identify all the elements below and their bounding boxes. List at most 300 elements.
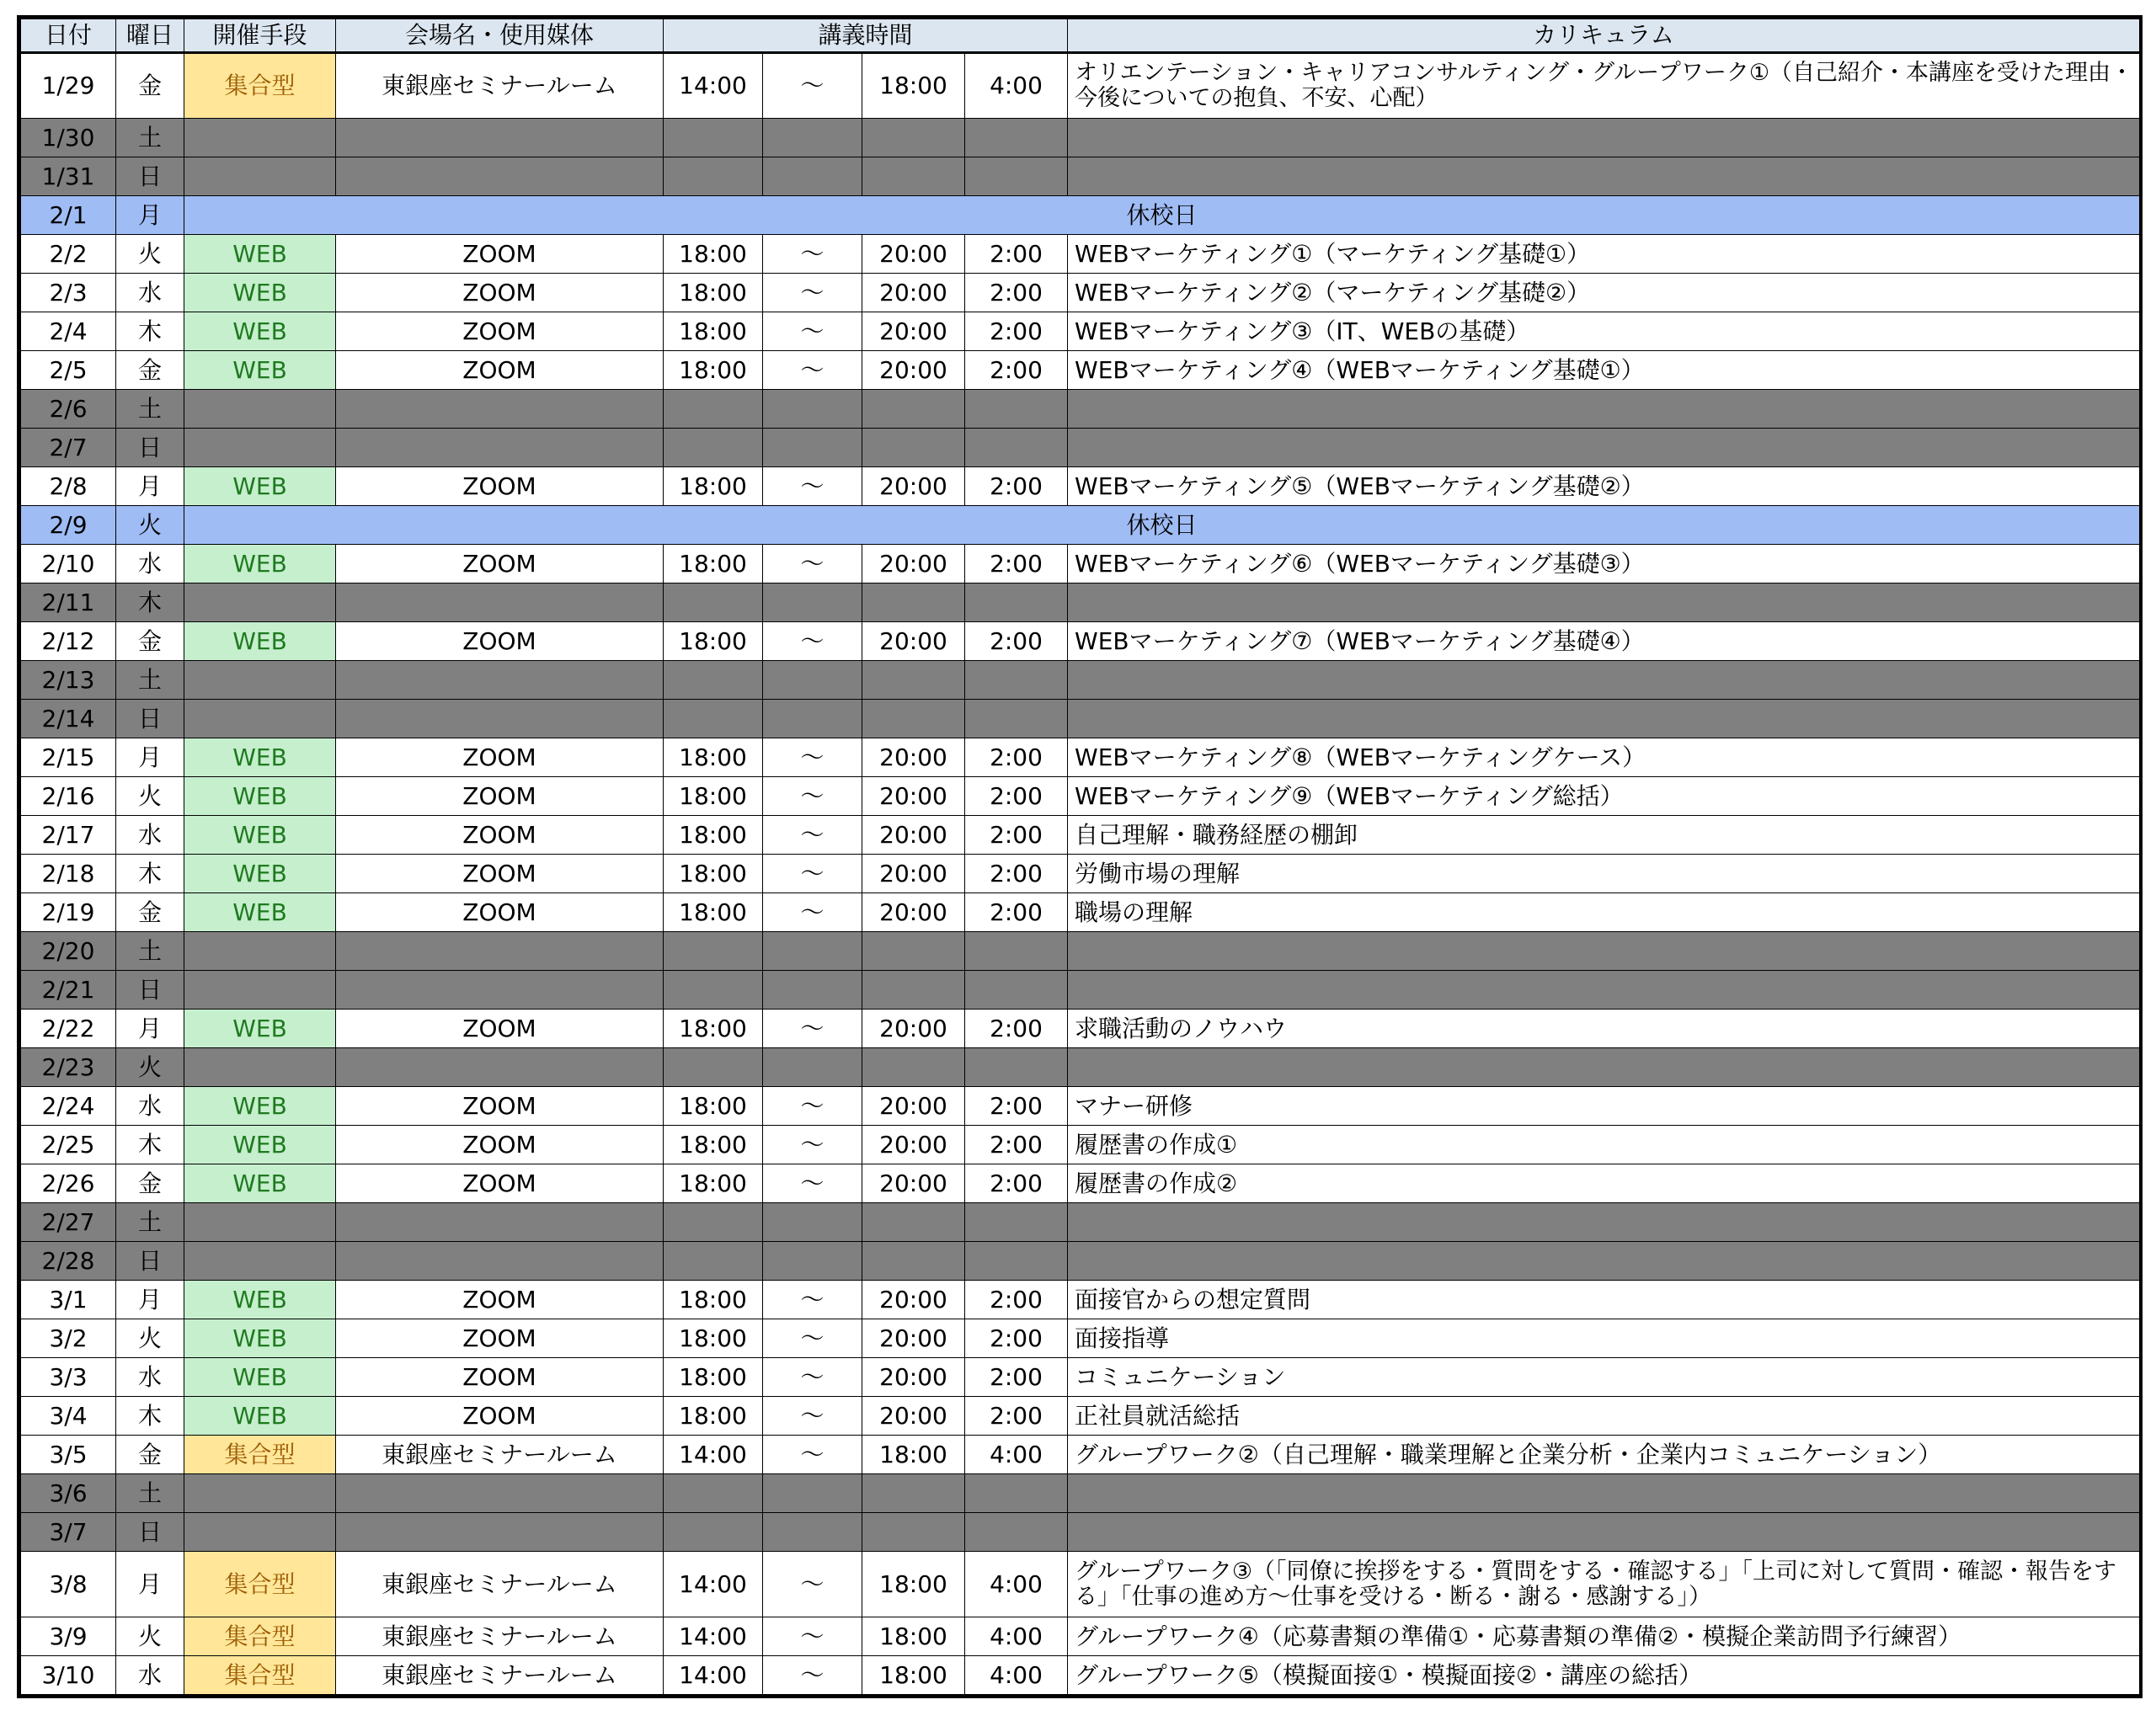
table-row	[21, 274, 2140, 312]
curriculum-cell: WEBマーケティング⑥（WEBマーケティング基礎③）	[1068, 545, 2140, 583]
date-cell: 2/21	[21, 971, 116, 1010]
duration-cell: 2:00	[965, 274, 1068, 312]
date-cell: 2/22	[21, 1010, 116, 1048]
curriculum-cell: 面接指導	[1068, 1319, 2140, 1358]
start-time-cell	[664, 1242, 763, 1281]
time-separator-cell: ～	[763, 1397, 862, 1436]
venue-cell	[336, 971, 664, 1010]
date-cell: 3/8	[21, 1552, 116, 1617]
table-row	[21, 1513, 2140, 1552]
table-row	[21, 53, 2140, 119]
end-time-cell: 20:00	[862, 274, 965, 312]
start-time-cell: 18:00	[664, 1281, 763, 1319]
venue-cell: ZOOM	[336, 467, 664, 506]
table-row	[21, 700, 2140, 738]
venue-cell: ZOOM	[336, 1358, 664, 1397]
weekday-cell: 水	[116, 274, 184, 312]
start-time-cell: 18:00	[664, 467, 763, 506]
table-row	[21, 1242, 2140, 1281]
holiday-label: 休校日	[184, 506, 2140, 545]
method-cell	[184, 1242, 336, 1281]
end-time-cell	[862, 1513, 965, 1552]
time-separator-cell	[763, 583, 862, 622]
duration-cell: 2:00	[965, 1397, 1068, 1436]
curriculum-cell	[1068, 119, 2140, 157]
time-separator-cell: ～	[763, 622, 862, 661]
weekday-cell: 金	[116, 1164, 184, 1203]
duration-cell	[965, 390, 1068, 429]
venue-cell: 東銀座セミナールーム	[336, 1617, 664, 1656]
method-cell: WEB	[184, 622, 336, 661]
end-time-cell: 20:00	[862, 1281, 965, 1319]
curriculum-cell	[1068, 700, 2140, 738]
weekday-cell: 木	[116, 583, 184, 622]
time-separator-cell	[763, 661, 862, 700]
date-cell: 2/16	[21, 777, 116, 816]
duration-cell: 2:00	[965, 545, 1068, 583]
duration-cell: 4:00	[965, 1436, 1068, 1474]
weekday-cell: 火	[116, 235, 184, 274]
start-time-cell: 18:00	[664, 855, 763, 893]
date-cell: 1/30	[21, 119, 116, 157]
duration-cell: 2:00	[965, 1319, 1068, 1358]
time-separator-cell	[763, 1474, 862, 1513]
venue-cell: ZOOM	[336, 545, 664, 583]
date-cell: 2/10	[21, 545, 116, 583]
start-time-cell: 18:00	[664, 1126, 763, 1164]
start-time-cell: 18:00	[664, 312, 763, 351]
venue-cell: ZOOM	[336, 893, 664, 932]
curriculum-cell	[1068, 157, 2140, 196]
weekday-cell: 土	[116, 119, 184, 157]
venue-cell	[336, 157, 664, 196]
method-cell: WEB	[184, 1164, 336, 1203]
end-time-cell: 20:00	[862, 816, 965, 855]
table-row	[21, 1048, 2140, 1087]
table-row	[21, 390, 2140, 429]
weekday-cell: 火	[116, 1617, 184, 1656]
table-row	[21, 1087, 2140, 1126]
table-row	[21, 893, 2140, 932]
time-separator-cell: ～	[763, 855, 862, 893]
date-cell: 2/14	[21, 700, 116, 738]
duration-cell: 2:00	[965, 1010, 1068, 1048]
time-separator-cell	[763, 700, 862, 738]
date-cell: 2/25	[21, 1126, 116, 1164]
method-cell: WEB	[184, 855, 336, 893]
method-cell: WEB	[184, 1010, 336, 1048]
method-cell: WEB	[184, 235, 336, 274]
end-time-cell	[862, 157, 965, 196]
table-row	[21, 971, 2140, 1010]
end-time-cell	[862, 1242, 965, 1281]
curriculum-cell: グループワーク④（応募書類の準備①・応募書類の準備②・模擬企業訪問予行練習）	[1068, 1617, 2140, 1656]
duration-cell: 2:00	[965, 1358, 1068, 1397]
duration-cell: 2:00	[965, 1087, 1068, 1126]
time-separator-cell: ～	[763, 816, 862, 855]
duration-cell	[965, 119, 1068, 157]
duration-cell	[965, 1048, 1068, 1087]
end-time-cell	[862, 932, 965, 971]
method-cell: WEB	[184, 274, 336, 312]
curriculum-cell: 履歴書の作成①	[1068, 1126, 2140, 1164]
table-row	[21, 816, 2140, 855]
start-time-cell	[664, 119, 763, 157]
time-separator-cell: ～	[763, 1358, 862, 1397]
end-time-cell	[862, 1203, 965, 1242]
curriculum-cell: WEBマーケティング⑦（WEBマーケティング基礎④）	[1068, 622, 2140, 661]
method-cell: WEB	[184, 545, 336, 583]
time-separator-cell: ～	[763, 893, 862, 932]
duration-cell: 4:00	[965, 53, 1068, 119]
method-cell	[184, 700, 336, 738]
method-cell: WEB	[184, 816, 336, 855]
schedule-body	[21, 53, 2140, 1695]
method-cell: WEB	[184, 467, 336, 506]
method-cell: 集合型	[184, 1436, 336, 1474]
duration-cell	[965, 583, 1068, 622]
table-row	[21, 506, 2140, 545]
time-separator-cell: ～	[763, 1164, 862, 1203]
start-time-cell	[664, 932, 763, 971]
table-row	[21, 119, 2140, 157]
method-cell	[184, 1474, 336, 1513]
duration-cell: 2:00	[965, 1281, 1068, 1319]
weekday-cell: 土	[116, 932, 184, 971]
time-separator-cell	[763, 119, 862, 157]
time-separator-cell: ～	[763, 467, 862, 506]
start-time-cell: 18:00	[664, 1358, 763, 1397]
method-cell: 集合型	[184, 53, 336, 119]
venue-cell	[336, 661, 664, 700]
venue-cell: ZOOM	[336, 855, 664, 893]
weekday-cell: 月	[116, 1552, 184, 1617]
curriculum-cell	[1068, 1203, 2140, 1242]
time-separator-cell: ～	[763, 1617, 862, 1656]
start-time-cell	[664, 1513, 763, 1552]
end-time-cell	[862, 390, 965, 429]
weekday-cell: 月	[116, 196, 184, 235]
header-curriculum: カリキュラム	[1068, 19, 2140, 53]
method-cell: WEB	[184, 1281, 336, 1319]
curriculum-cell	[1068, 661, 2140, 700]
end-time-cell	[862, 971, 965, 1010]
method-cell	[184, 1513, 336, 1552]
curriculum-cell	[1068, 1048, 2140, 1087]
table-row	[21, 1358, 2140, 1397]
end-time-cell: 20:00	[862, 1164, 965, 1203]
curriculum-cell: 正社員就活総括	[1068, 1397, 2140, 1436]
venue-cell: 東銀座セミナールーム	[336, 1656, 664, 1695]
curriculum-cell: WEBマーケティング④（WEBマーケティング基礎①）	[1068, 351, 2140, 390]
venue-cell: ZOOM	[336, 1281, 664, 1319]
venue-cell: ZOOM	[336, 622, 664, 661]
end-time-cell	[862, 119, 965, 157]
venue-cell: ZOOM	[336, 1010, 664, 1048]
end-time-cell: 20:00	[862, 1126, 965, 1164]
method-cell	[184, 157, 336, 196]
date-cell: 2/13	[21, 661, 116, 700]
weekday-cell: 金	[116, 53, 184, 119]
table-row	[21, 1656, 2140, 1695]
weekday-cell: 火	[116, 1319, 184, 1358]
weekday-cell: 月	[116, 1281, 184, 1319]
header-venue: 会場名・使用媒体	[336, 19, 664, 53]
duration-cell: 2:00	[965, 1126, 1068, 1164]
date-cell: 1/31	[21, 157, 116, 196]
start-time-cell	[664, 1474, 763, 1513]
schedule-sheet	[17, 15, 2143, 1698]
start-time-cell	[664, 1203, 763, 1242]
time-separator-cell: ～	[763, 1126, 862, 1164]
duration-cell	[965, 661, 1068, 700]
weekday-cell: 日	[116, 157, 184, 196]
end-time-cell: 20:00	[862, 1319, 965, 1358]
weekday-cell: 木	[116, 312, 184, 351]
venue-cell: 東銀座セミナールーム	[336, 1436, 664, 1474]
end-time-cell: 20:00	[862, 622, 965, 661]
curriculum-cell: コミュニケーション	[1068, 1358, 2140, 1397]
venue-cell: ZOOM	[336, 777, 664, 816]
method-cell: 集合型	[184, 1552, 336, 1617]
table-row	[21, 1436, 2140, 1474]
method-cell: WEB	[184, 1126, 336, 1164]
curriculum-cell: 面接官からの想定質問	[1068, 1281, 2140, 1319]
end-time-cell: 20:00	[862, 855, 965, 893]
date-cell: 2/26	[21, 1164, 116, 1203]
date-cell: 3/2	[21, 1319, 116, 1358]
start-time-cell	[664, 1048, 763, 1087]
method-cell	[184, 119, 336, 157]
curriculum-cell: グループワーク②（自己理解・職業理解と企業分析・企業内コミュニケーション）	[1068, 1436, 2140, 1474]
duration-cell	[965, 429, 1068, 467]
curriculum-cell: WEBマーケティング①（マーケティング基礎①）	[1068, 235, 2140, 274]
method-cell	[184, 661, 336, 700]
start-time-cell	[664, 971, 763, 1010]
weekday-cell: 金	[116, 622, 184, 661]
end-time-cell: 18:00	[862, 1552, 965, 1617]
method-cell: WEB	[184, 738, 336, 777]
weekday-cell: 火	[116, 1048, 184, 1087]
venue-cell: ZOOM	[336, 816, 664, 855]
weekday-cell: 金	[116, 351, 184, 390]
date-cell: 2/11	[21, 583, 116, 622]
date-cell: 2/18	[21, 855, 116, 893]
end-time-cell	[862, 583, 965, 622]
time-separator-cell	[763, 157, 862, 196]
time-separator-cell: ～	[763, 738, 862, 777]
venue-cell: ZOOM	[336, 738, 664, 777]
date-cell: 3/7	[21, 1513, 116, 1552]
weekday-cell: 水	[116, 1087, 184, 1126]
time-separator-cell: ～	[763, 777, 862, 816]
end-time-cell: 20:00	[862, 235, 965, 274]
end-time-cell: 20:00	[862, 1358, 965, 1397]
venue-cell	[336, 390, 664, 429]
duration-cell: 2:00	[965, 1164, 1068, 1203]
date-cell: 2/20	[21, 932, 116, 971]
date-cell: 2/7	[21, 429, 116, 467]
method-cell: WEB	[184, 351, 336, 390]
venue-cell	[336, 1513, 664, 1552]
method-cell	[184, 429, 336, 467]
duration-cell: 2:00	[965, 893, 1068, 932]
curriculum-cell: 労働市場の理解	[1068, 855, 2140, 893]
duration-cell	[965, 1513, 1068, 1552]
venue-cell	[336, 700, 664, 738]
end-time-cell: 18:00	[862, 1436, 965, 1474]
method-cell	[184, 971, 336, 1010]
date-cell: 1/29	[21, 53, 116, 119]
date-cell: 2/1	[21, 196, 116, 235]
weekday-cell: 土	[116, 1474, 184, 1513]
table-row	[21, 932, 2140, 971]
weekday-cell: 水	[116, 816, 184, 855]
method-cell: WEB	[184, 1397, 336, 1436]
date-cell: 2/2	[21, 235, 116, 274]
time-separator-cell	[763, 1048, 862, 1087]
venue-cell	[336, 429, 664, 467]
curriculum-cell: WEBマーケティング③（IT、WEBの基礎）	[1068, 312, 2140, 351]
time-separator-cell	[763, 1513, 862, 1552]
table-row	[21, 1203, 2140, 1242]
weekday-cell: 日	[116, 971, 184, 1010]
end-time-cell: 20:00	[862, 777, 965, 816]
date-cell: 2/15	[21, 738, 116, 777]
table-row	[21, 622, 2140, 661]
weekday-cell: 日	[116, 1513, 184, 1552]
time-separator-cell: ～	[763, 312, 862, 351]
table-row	[21, 738, 2140, 777]
date-cell: 2/19	[21, 893, 116, 932]
start-time-cell: 14:00	[664, 53, 763, 119]
table-row	[21, 1010, 2140, 1048]
curriculum-cell: WEBマーケティング⑨（WEBマーケティング総括）	[1068, 777, 2140, 816]
date-cell: 3/4	[21, 1397, 116, 1436]
curriculum-cell	[1068, 583, 2140, 622]
start-time-cell: 18:00	[664, 622, 763, 661]
time-separator-cell	[763, 932, 862, 971]
weekday-cell: 火	[116, 777, 184, 816]
duration-cell: 2:00	[965, 312, 1068, 351]
weekday-cell: 木	[116, 1126, 184, 1164]
time-separator-cell	[763, 429, 862, 467]
header-dow: 曜日	[116, 19, 184, 53]
curriculum-cell: マナー研修	[1068, 1087, 2140, 1126]
venue-cell	[336, 1048, 664, 1087]
start-time-cell: 18:00	[664, 545, 763, 583]
start-time-cell: 18:00	[664, 893, 763, 932]
time-separator-cell	[763, 971, 862, 1010]
venue-cell	[336, 1474, 664, 1513]
duration-cell: 2:00	[965, 777, 1068, 816]
curriculum-cell	[1068, 1474, 2140, 1513]
end-time-cell	[862, 661, 965, 700]
duration-cell: 2:00	[965, 816, 1068, 855]
duration-cell	[965, 971, 1068, 1010]
table-row	[21, 1617, 2140, 1656]
time-separator-cell: ～	[763, 274, 862, 312]
end-time-cell	[862, 429, 965, 467]
method-cell: WEB	[184, 777, 336, 816]
date-cell: 2/12	[21, 622, 116, 661]
time-separator-cell: ～	[763, 1281, 862, 1319]
end-time-cell: 20:00	[862, 1010, 965, 1048]
start-time-cell	[664, 157, 763, 196]
curriculum-cell: 自己理解・職務経歴の棚卸	[1068, 816, 2140, 855]
end-time-cell	[862, 1048, 965, 1087]
start-time-cell: 14:00	[664, 1552, 763, 1617]
start-time-cell: 18:00	[664, 1010, 763, 1048]
time-separator-cell	[763, 1203, 862, 1242]
venue-cell: ZOOM	[336, 1126, 664, 1164]
time-separator-cell	[763, 390, 862, 429]
venue-cell: 東銀座セミナールーム	[336, 1552, 664, 1617]
weekday-cell: 木	[116, 855, 184, 893]
duration-cell: 4:00	[965, 1656, 1068, 1695]
date-cell: 3/5	[21, 1436, 116, 1474]
date-cell: 2/3	[21, 274, 116, 312]
venue-cell	[336, 1242, 664, 1281]
curriculum-cell: WEBマーケティング②（マーケティング基礎②）	[1068, 274, 2140, 312]
venue-cell: ZOOM	[336, 1397, 664, 1436]
table-row	[21, 1281, 2140, 1319]
table-row	[21, 1164, 2140, 1203]
venue-cell	[336, 119, 664, 157]
date-cell: 3/3	[21, 1358, 116, 1397]
duration-cell	[965, 932, 1068, 971]
duration-cell: 2:00	[965, 855, 1068, 893]
venue-cell: ZOOM	[336, 1164, 664, 1203]
venue-cell	[336, 1203, 664, 1242]
curriculum-cell	[1068, 390, 2140, 429]
method-cell: WEB	[184, 1087, 336, 1126]
table-row	[21, 429, 2140, 467]
method-cell	[184, 583, 336, 622]
weekday-cell: 土	[116, 661, 184, 700]
start-time-cell: 18:00	[664, 1319, 763, 1358]
duration-cell: 2:00	[965, 738, 1068, 777]
method-cell: WEB	[184, 893, 336, 932]
start-time-cell: 14:00	[664, 1436, 763, 1474]
start-time-cell: 18:00	[664, 1087, 763, 1126]
end-time-cell: 18:00	[862, 1656, 965, 1695]
weekday-cell: 木	[116, 1397, 184, 1436]
header-row	[21, 19, 2140, 53]
duration-cell	[965, 157, 1068, 196]
end-time-cell: 20:00	[862, 893, 965, 932]
table-row	[21, 777, 2140, 816]
time-separator-cell: ～	[763, 1010, 862, 1048]
date-cell: 2/24	[21, 1087, 116, 1126]
duration-cell: 4:00	[965, 1552, 1068, 1617]
weekday-cell: 金	[116, 893, 184, 932]
start-time-cell	[664, 390, 763, 429]
end-time-cell: 20:00	[862, 1397, 965, 1436]
date-cell: 2/9	[21, 506, 116, 545]
method-cell	[184, 1203, 336, 1242]
curriculum-cell	[1068, 429, 2140, 467]
start-time-cell: 14:00	[664, 1656, 763, 1695]
date-cell: 2/17	[21, 816, 116, 855]
date-cell: 2/6	[21, 390, 116, 429]
start-time-cell	[664, 583, 763, 622]
table-row	[21, 235, 2140, 274]
weekday-cell: 月	[116, 1010, 184, 1048]
method-cell	[184, 390, 336, 429]
header-lecture-time: 講義時間	[664, 19, 1068, 53]
duration-cell	[965, 1203, 1068, 1242]
